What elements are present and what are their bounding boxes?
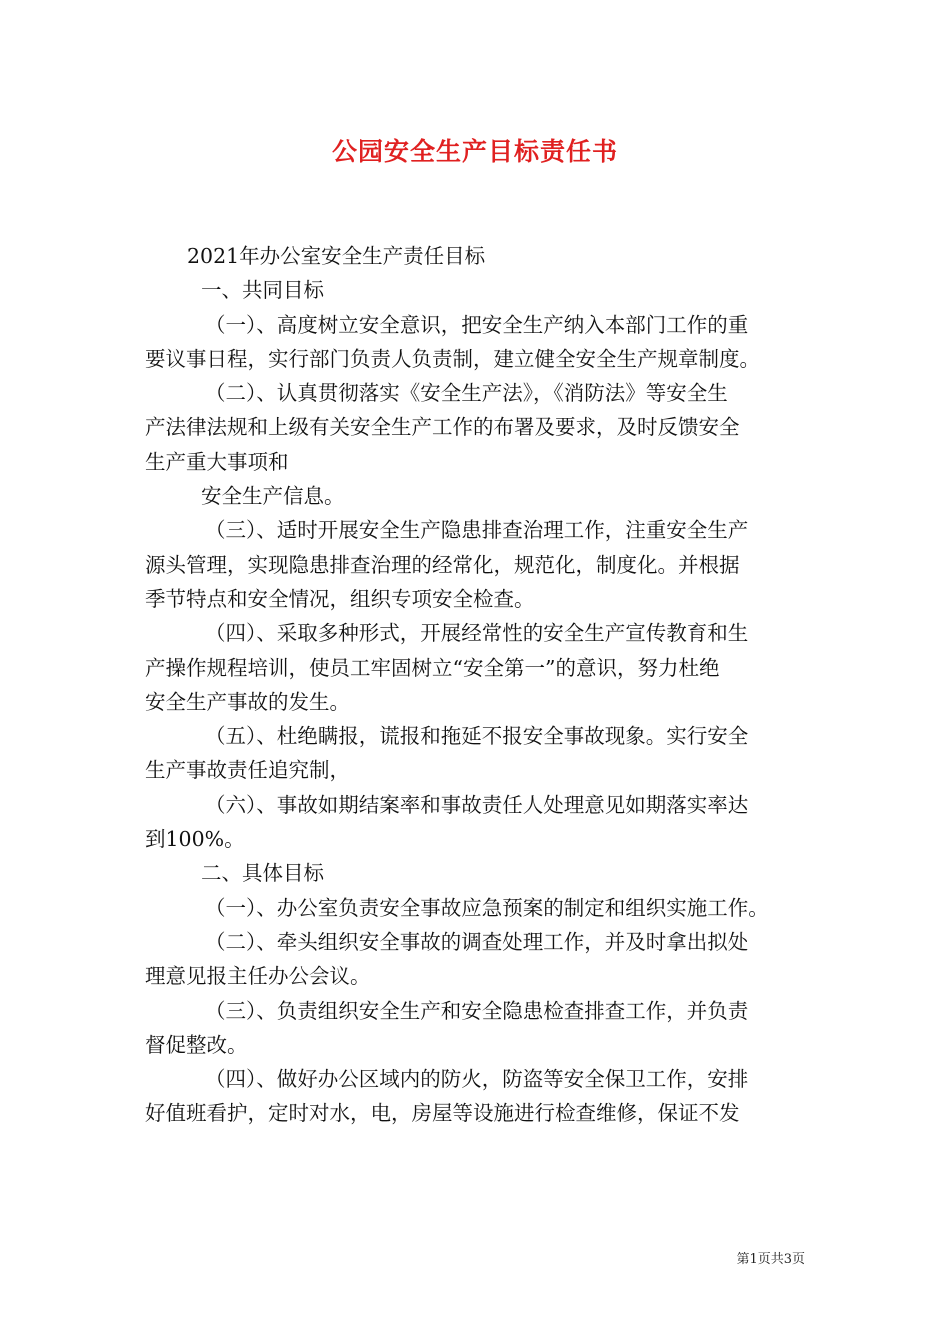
paragraph-line: 产操作规程培训，使员工牢固树立“安全第一”的意识，努力杜绝 <box>145 655 720 680</box>
paragraph-line: （三）、适时开展安全生产隐患排查治理工作，注重安全生产 <box>205 518 749 543</box>
document-subtitle: 2021年办公室安全生产责任目标 <box>187 244 486 268</box>
paragraph-line: 季节特点和安全情况，组织专项安全检查。 <box>145 586 535 611</box>
paragraph-line: 好值班看护，定时对水，电，房屋等设施进行检查维修，保证不发 <box>145 1101 740 1126</box>
paragraph-line: 生产事故责任追究制， <box>145 758 350 783</box>
page-number: 第1页共3页 <box>736 1252 805 1267</box>
paragraph-line: 产法律法规和上级有关安全生产工作的布署及要求，及时反馈安全 <box>145 415 740 440</box>
section-heading: 二、具体目标 <box>201 861 324 886</box>
paragraph-line: 生产重大事项和 <box>145 449 289 474</box>
paragraph-line: （三）、负责组织安全生产和安全隐患检查排查工作，并负责 <box>205 998 749 1023</box>
paragraph-line: （四）、做好办公区域内的防火，防盗等安全保卫工作，安排 <box>205 1067 749 1092</box>
paragraph-line: （一）、高度树立安全意识，把安全生产纳入本部门工作的重 <box>205 312 749 337</box>
document-body <box>145 239 825 1131</box>
paragraph-line: 安全生产事故的发生。 <box>145 689 350 714</box>
paragraph-line: 督促整改。 <box>145 1032 248 1057</box>
paragraph-line: （一）、办公室负责安全事故应急预案的制定和组织实施工作。 <box>205 895 769 920</box>
paragraph-line: （六）、事故如期结案率和事故责任人处理意见如期落实率达 <box>205 792 749 817</box>
paragraph-line: （四）、采取多种形式，开展经常性的安全生产宣传教育和生 <box>205 621 749 646</box>
section-heading: 一、共同目标 <box>201 278 324 303</box>
paragraph-line: （五）、杜绝瞒报，谎报和拖延不报安全事故现象。实行安全 <box>205 724 749 749</box>
paragraph-line: 到100%。 <box>145 827 245 852</box>
paragraph-line: 要议事日程，实行部门负责人负责制，建立健全安全生产规章制度。 <box>145 346 760 371</box>
paragraph-line: 安全生产信息。 <box>201 484 345 509</box>
paragraph-line: （二）、牵头组织安全事故的调查处理工作，并及时拿出拟处 <box>205 929 749 954</box>
page-title: 公园安全生产目标责任书 <box>331 137 618 166</box>
paragraph-line: （二）、认真贯彻落实《安全生产法》，《消防法》等安全生 <box>205 381 728 406</box>
paragraph-line: 理意见报主任办公会议。 <box>145 964 371 989</box>
paragraph-line: 源头管理，实现隐患排查治理的经常化，规范化，制度化。并根据 <box>145 552 740 577</box>
